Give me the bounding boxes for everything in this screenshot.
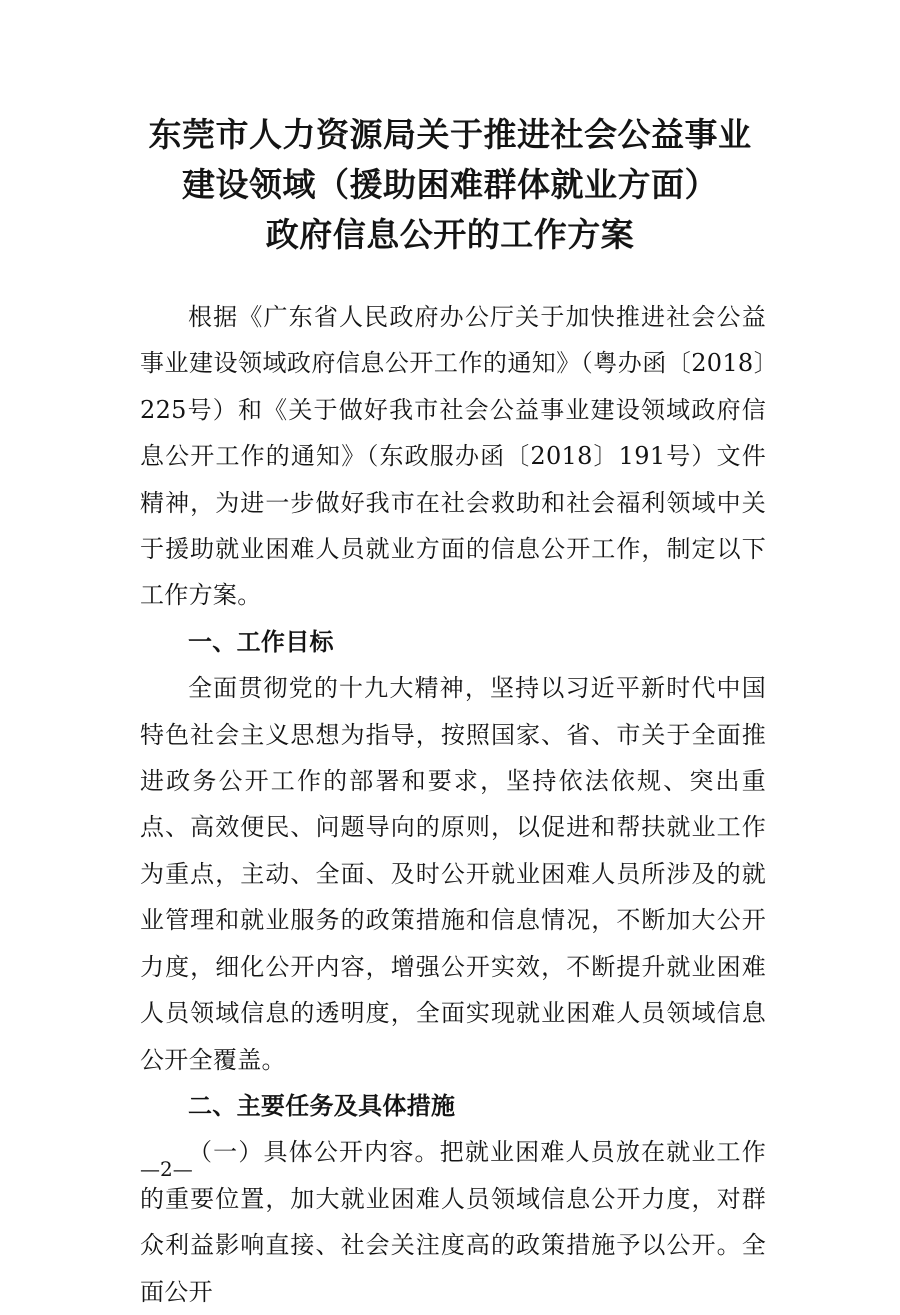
title-line-2: 建设领域（援助困难群体就业方面） (182, 165, 718, 204)
document-body (140, 294, 766, 1315)
section-heading-tasks: 二、主要任务及具体措施 (188, 1091, 456, 1120)
intro-paragraph: 根据《广东省人民政府办公厅关于加快推进社会公益事业建设领域政府信息公开工作的通知》（粤办函〔2018〕225号）和《关于做好我市社会公益事业建设领域政府信息公开工作的通知》（东政服办函〔2018〕191号）文件精神，为进一步做好我市在社会救助和社会福利领域中关于援助就业困难人员就业方面的信息公开工作，制定以下工作方案。 (140, 303, 766, 610)
page-number: —2— (140, 1157, 193, 1181)
goals-paragraph: 全面贯彻党的十九大精神，坚持以习近平新时代中国特色社会主义思想为指导，按照国家、省、市关于全面推进政务公开工作的部署和要求，坚持依法依规、突出重点、高效便民、问题导向的原则，以促进和帮扶就业工作为重点，主动、全面、及时公开就业困难人员所涉及的就业管理和就业服务的政策措施和信息情况，不断加大公开力度，细化公开内容，增强公开实效，不断提升就业困难人员领域信息的透明度，全面实现就业困难人员领域信息公开全覆盖。 (140, 674, 766, 1074)
document-title (100, 110, 800, 260)
title-line-3: 政府信息公开的工作方案 (265, 215, 635, 254)
section-heading-goals: 一、工作目标 (188, 627, 334, 656)
title-line-1: 东莞市人力资源局关于推进社会公益事业 (148, 115, 752, 154)
tasks-paragraph: （一）具体公开内容。把就业困难人员放在就业工作的重要位置，加大就业困难人员领域信息公开力度，对群众利益影响直接、社会关注度高的政策措施予以公开。全面公开 (140, 1138, 766, 1306)
